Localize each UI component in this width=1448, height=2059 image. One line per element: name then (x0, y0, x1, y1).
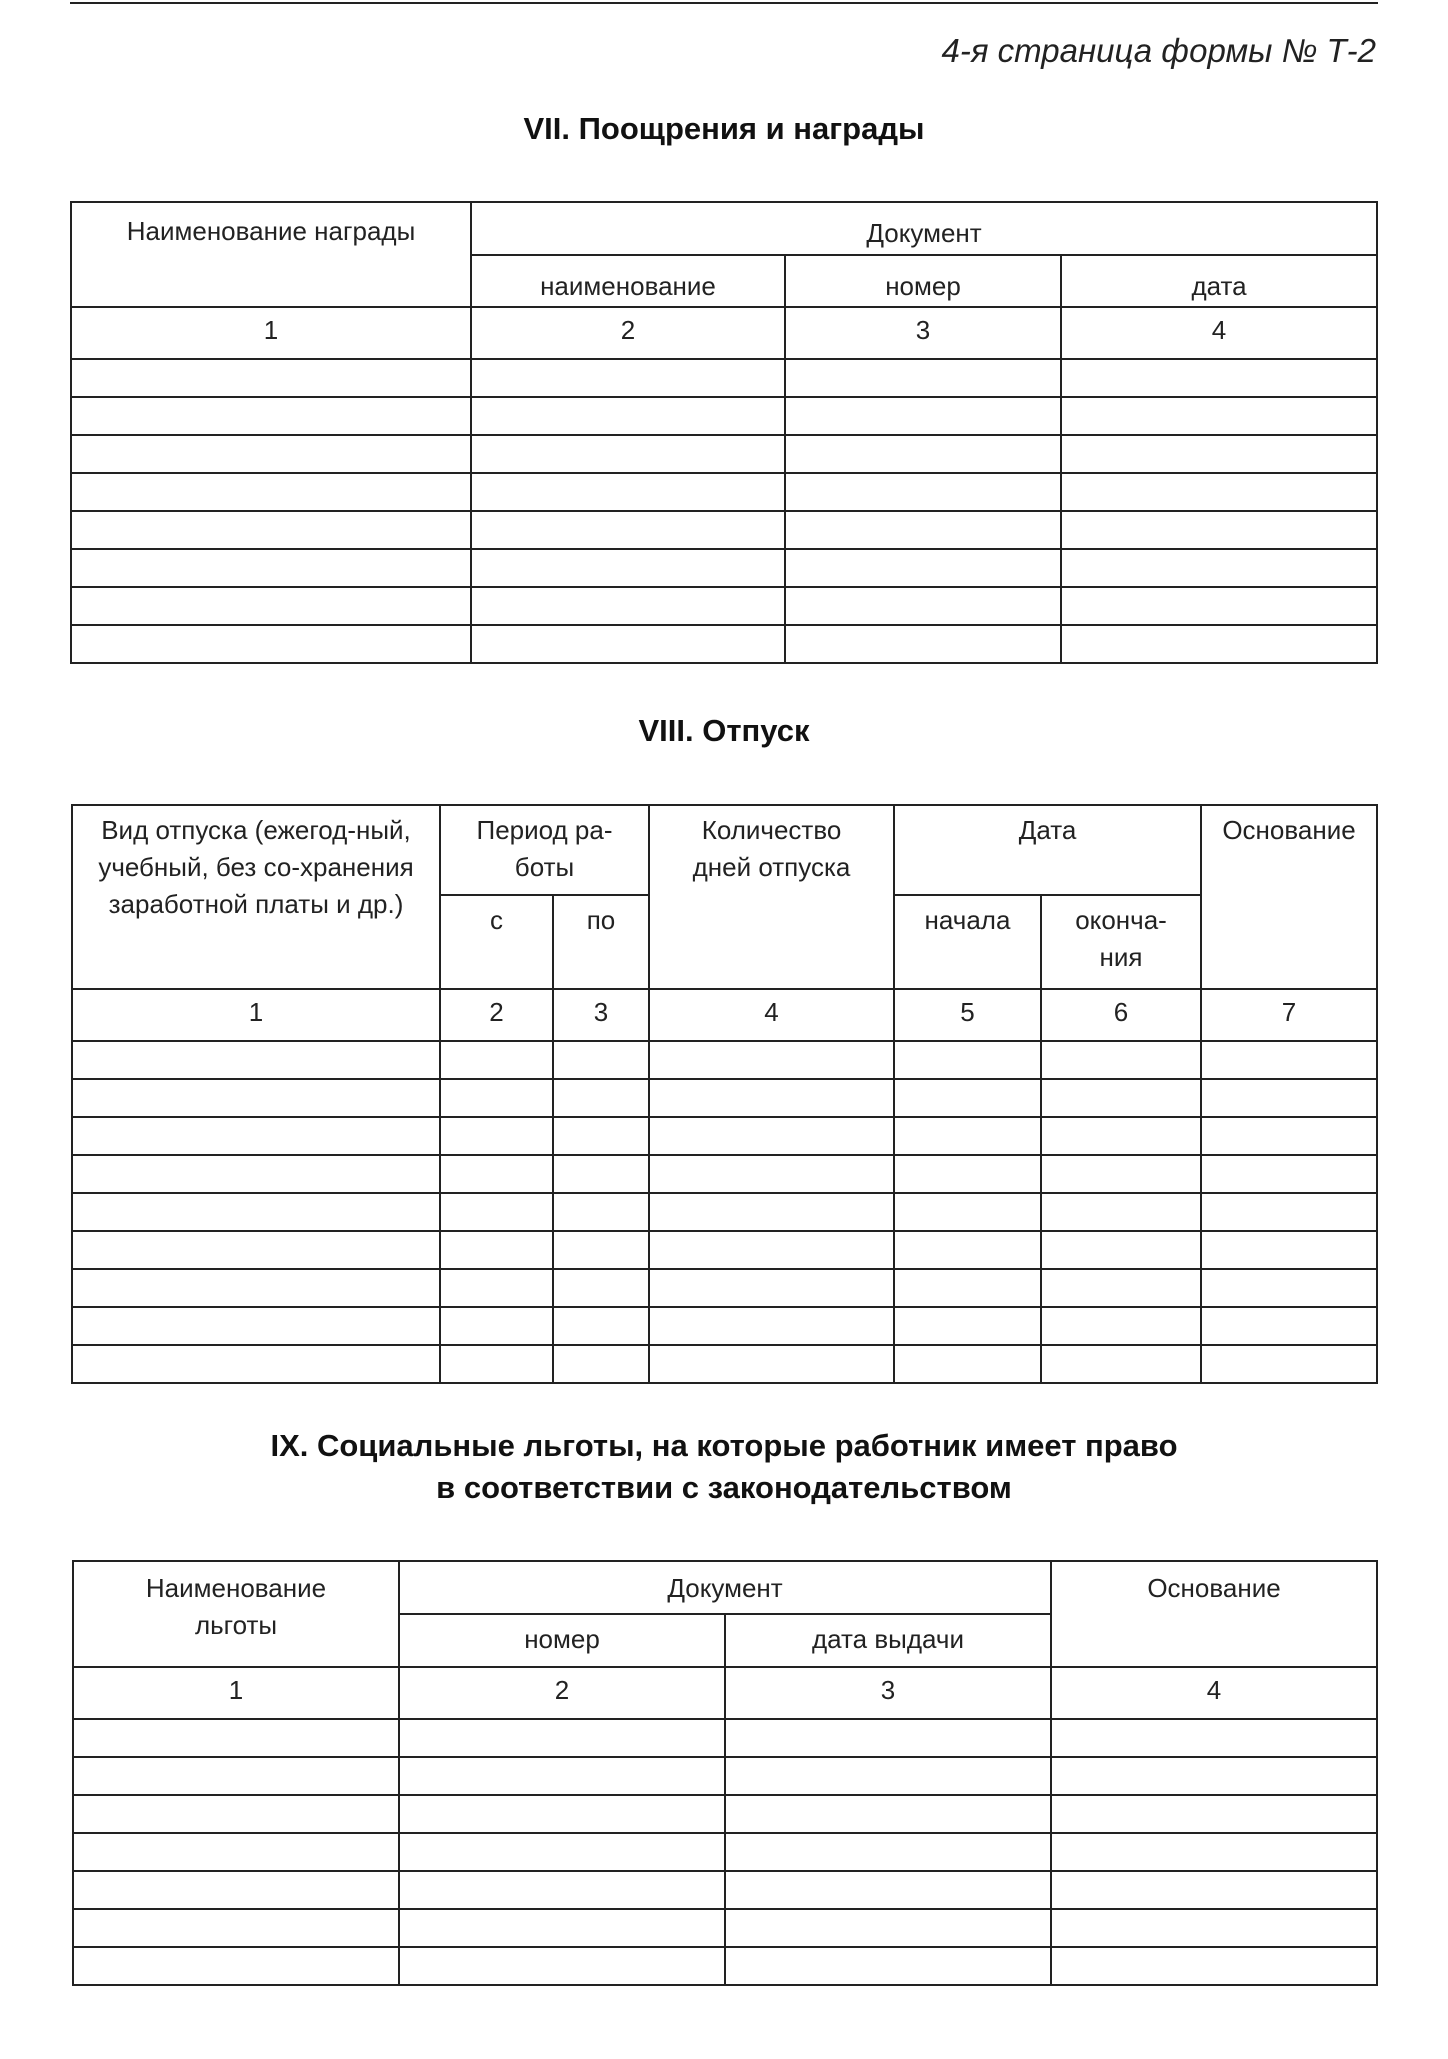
table-cell[interactable] (471, 511, 785, 549)
document-issue-date-subheader: дата выдачи (725, 1614, 1051, 1667)
table-cell[interactable] (1201, 1345, 1377, 1383)
section-8-title: VIII. Отпуск (638, 713, 810, 748)
document-header: Документ (471, 202, 1377, 255)
table-cell[interactable] (725, 1909, 1051, 1947)
section-9-title-line-1: IX. Социальные льготы, на которые работник имеет право (270, 1428, 1178, 1463)
table-row (72, 1193, 1377, 1231)
table-row (71, 625, 1377, 663)
table-cell[interactable] (553, 1269, 649, 1307)
table-cell[interactable] (1041, 1155, 1201, 1193)
table-cell[interactable] (1041, 1269, 1201, 1307)
table-cell[interactable] (725, 1871, 1051, 1909)
table-cell[interactable] (73, 1719, 399, 1757)
vacation-kind-header: Вид отпуска (ежегод-ный, учебный, без со-хранения заработной платы и др.) (72, 805, 440, 989)
table-cell[interactable] (440, 1041, 553, 1079)
column-number: 4 (1061, 307, 1377, 359)
table-row (72, 1117, 1377, 1155)
table-cell[interactable] (72, 1155, 440, 1193)
table-cell[interactable] (71, 435, 471, 473)
table-cell[interactable] (1061, 625, 1377, 663)
table-cell[interactable] (1061, 435, 1377, 473)
vacation-days-header: Количество дней отпуска (649, 805, 894, 989)
table-row (71, 359, 1377, 397)
table-row (72, 1307, 1377, 1345)
award-name-header: Наименование награды (71, 202, 471, 307)
table-cell[interactable] (1041, 1079, 1201, 1117)
table-cell[interactable] (440, 1155, 553, 1193)
table-cell[interactable] (399, 1795, 725, 1833)
date-header: Дата (894, 805, 1201, 895)
table-cell[interactable] (440, 1193, 553, 1231)
column-number: 2 (399, 1667, 725, 1719)
table-cell[interactable] (785, 549, 1061, 587)
table-cell[interactable] (894, 1231, 1041, 1269)
table-cell[interactable] (471, 359, 785, 397)
table-cell[interactable] (894, 1269, 1041, 1307)
table-cell[interactable] (553, 1117, 649, 1155)
table-cell[interactable] (1051, 1795, 1377, 1833)
table-cell[interactable] (1051, 1909, 1377, 1947)
table-cell[interactable] (72, 1269, 440, 1307)
table-cell[interactable] (1061, 511, 1377, 549)
table-cell[interactable] (440, 1345, 553, 1383)
table-cell[interactable] (72, 1079, 440, 1117)
table-cell[interactable] (72, 1193, 440, 1231)
column-number: 5 (894, 989, 1041, 1041)
table-cell[interactable] (440, 1269, 553, 1307)
table-row (72, 1079, 1377, 1117)
table-cell[interactable] (1051, 1871, 1377, 1909)
table-cell[interactable] (399, 1719, 725, 1757)
table-cell[interactable] (649, 1041, 894, 1079)
table-cell[interactable] (1061, 397, 1377, 435)
table-cell[interactable] (785, 359, 1061, 397)
table-cell[interactable] (1201, 1117, 1377, 1155)
table-cell[interactable] (1051, 1757, 1377, 1795)
column-number: 2 (471, 307, 785, 359)
table-cell[interactable] (471, 473, 785, 511)
benefit-name-header: Наименование льготы (73, 1561, 399, 1667)
table-cell[interactable] (399, 1947, 725, 1985)
table-row (72, 1231, 1377, 1269)
table-cell[interactable] (649, 1079, 894, 1117)
table-cell[interactable] (1051, 1719, 1377, 1757)
table-cell[interactable] (471, 549, 785, 587)
table-cell[interactable] (1041, 1231, 1201, 1269)
table-cell[interactable] (71, 625, 471, 663)
table-cell[interactable] (649, 1269, 894, 1307)
column-number: 3 (553, 989, 649, 1041)
form-caption: 4-я страница формы № Т-2 (941, 32, 1376, 69)
table-row (71, 397, 1377, 435)
table-cell[interactable] (649, 1307, 894, 1345)
table-cell[interactable] (399, 1909, 725, 1947)
table-cell[interactable] (71, 549, 471, 587)
document-number-subheader: номер (399, 1614, 725, 1667)
table-row (72, 1345, 1377, 1383)
table-cell[interactable] (649, 1155, 894, 1193)
table-cell[interactable] (553, 1155, 649, 1193)
column-number: 1 (72, 989, 440, 1041)
table-cell[interactable] (553, 1079, 649, 1117)
table-cell[interactable] (72, 1117, 440, 1155)
table-cell[interactable] (1041, 1041, 1201, 1079)
table-cell[interactable] (894, 1307, 1041, 1345)
table-cell[interactable] (471, 435, 785, 473)
table-cell[interactable] (71, 587, 471, 625)
table-cell[interactable] (73, 1871, 399, 1909)
table-cell[interactable] (399, 1757, 725, 1795)
column-number: 4 (1051, 1667, 1377, 1719)
table-cell[interactable] (785, 397, 1061, 435)
table-cell[interactable] (785, 511, 1061, 549)
table-cell[interactable] (1201, 1155, 1377, 1193)
table-cell[interactable] (725, 1757, 1051, 1795)
table-cell[interactable] (894, 1041, 1041, 1079)
column-number: 6 (1041, 989, 1201, 1041)
document-number-subheader: номер (785, 255, 1061, 307)
table-cell[interactable] (471, 397, 785, 435)
table-cell[interactable] (399, 1871, 725, 1909)
table-cell[interactable] (1041, 1345, 1201, 1383)
table-cell[interactable] (440, 1307, 553, 1345)
table-cell[interactable] (785, 473, 1061, 511)
table-row (72, 1041, 1377, 1079)
section-9-title (0, 1425, 1448, 1509)
table-cell[interactable] (894, 1079, 1041, 1117)
table-cell[interactable] (1061, 587, 1377, 625)
column-number: 3 (725, 1667, 1051, 1719)
table-cell[interactable] (649, 1231, 894, 1269)
table-row (71, 587, 1377, 625)
date-end-subheader: оконча-ния (1041, 895, 1201, 989)
table-cell[interactable] (1201, 1269, 1377, 1307)
table-row (71, 435, 1377, 473)
document-date-subheader: дата (1061, 255, 1377, 307)
table-cell[interactable] (785, 587, 1061, 625)
table-row (73, 1833, 1377, 1871)
table-cell[interactable] (553, 1041, 649, 1079)
table-row (71, 473, 1377, 511)
table-cell[interactable] (72, 1307, 440, 1345)
table-cell[interactable] (73, 1795, 399, 1833)
top-rule (70, 2, 1378, 4)
section-7-title: VII. Поощрения и награды (523, 111, 925, 146)
table-cell[interactable] (553, 1345, 649, 1383)
table-cell[interactable] (1051, 1947, 1377, 1985)
column-number: 3 (785, 307, 1061, 359)
table-row (71, 511, 1377, 549)
table-cell[interactable] (471, 587, 785, 625)
table-row (71, 549, 1377, 587)
table-cell[interactable] (785, 435, 1061, 473)
table-cell[interactable] (894, 1117, 1041, 1155)
table-cell[interactable] (1201, 1307, 1377, 1345)
table-cell[interactable] (73, 1909, 399, 1947)
table-cell[interactable] (72, 1041, 440, 1079)
table-cell[interactable] (73, 1947, 399, 1985)
table-cell[interactable] (649, 1193, 894, 1231)
table-cell[interactable] (649, 1345, 894, 1383)
table-cell[interactable] (725, 1947, 1051, 1985)
period-from-subheader: с (440, 895, 553, 989)
table-cell[interactable] (71, 511, 471, 549)
table-cell[interactable] (1051, 1833, 1377, 1871)
table-cell[interactable] (440, 1079, 553, 1117)
table-cell[interactable] (725, 1719, 1051, 1757)
table-row (73, 1719, 1377, 1757)
table-row (73, 1871, 1377, 1909)
awards-table (70, 201, 1378, 664)
table-row (73, 1795, 1377, 1833)
table-cell[interactable] (72, 1231, 440, 1269)
column-number: 7 (1201, 989, 1377, 1041)
table-row (73, 1947, 1377, 1985)
column-number: 2 (440, 989, 553, 1041)
table-row (72, 1269, 1377, 1307)
column-number: 1 (71, 307, 471, 359)
table-cell[interactable] (894, 1345, 1041, 1383)
document-header: Документ (399, 1561, 1051, 1614)
table-cell[interactable] (1201, 1041, 1377, 1079)
date-start-subheader: начала (894, 895, 1041, 989)
vacation-table (71, 804, 1378, 1384)
basis-header: Основание (1201, 805, 1377, 989)
table-cell[interactable] (649, 1117, 894, 1155)
table-cell[interactable] (73, 1757, 399, 1795)
table-cell[interactable] (1061, 549, 1377, 587)
table-cell[interactable] (1041, 1307, 1201, 1345)
period-to-subheader: по (553, 895, 649, 989)
table-cell[interactable] (399, 1833, 725, 1871)
table-cell[interactable] (1041, 1193, 1201, 1231)
table-cell[interactable] (894, 1193, 1041, 1231)
work-period-header: Период ра-боты (440, 805, 649, 895)
table-cell[interactable] (1201, 1079, 1377, 1117)
table-cell[interactable] (553, 1193, 649, 1231)
benefits-table (72, 1560, 1378, 1986)
column-number: 4 (649, 989, 894, 1041)
table-row (73, 1909, 1377, 1947)
document-name-subheader: наименование (471, 255, 785, 307)
table-cell[interactable] (894, 1155, 1041, 1193)
column-number: 1 (73, 1667, 399, 1719)
table-cell[interactable] (72, 1345, 440, 1383)
table-row (72, 1155, 1377, 1193)
table-cell[interactable] (553, 1307, 649, 1345)
table-row (73, 1757, 1377, 1795)
table-cell[interactable] (725, 1795, 1051, 1833)
basis-header: Основание (1051, 1561, 1377, 1667)
table-cell[interactable] (440, 1231, 553, 1269)
section-9-title-line-2: в соответствии с законодательством (436, 1470, 1012, 1505)
table-cell[interactable] (1041, 1117, 1201, 1155)
table-cell[interactable] (785, 625, 1061, 663)
table-cell[interactable] (1061, 473, 1377, 511)
table-cell[interactable] (1201, 1231, 1377, 1269)
table-cell[interactable] (71, 397, 471, 435)
table-cell[interactable] (1201, 1193, 1377, 1231)
table-cell[interactable] (471, 625, 785, 663)
table-cell[interactable] (553, 1231, 649, 1269)
table-cell[interactable] (440, 1117, 553, 1155)
table-cell[interactable] (73, 1833, 399, 1871)
table-cell[interactable] (71, 473, 471, 511)
table-cell[interactable] (1061, 359, 1377, 397)
table-cell[interactable] (725, 1833, 1051, 1871)
table-cell[interactable] (71, 359, 471, 397)
